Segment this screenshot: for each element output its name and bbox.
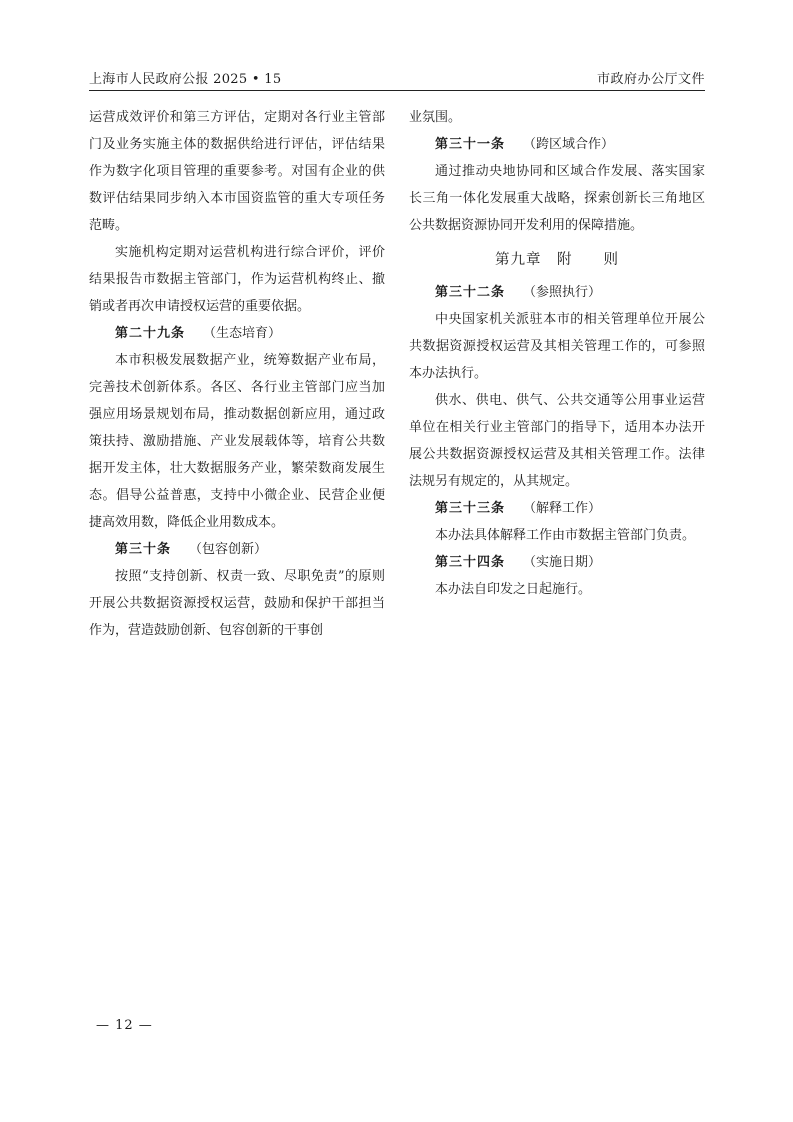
article-topic: （跨区域合作） xyxy=(523,137,615,152)
article-topic: （参照执行） xyxy=(523,285,602,300)
body-paragraph: 运营成效评价和第三方评估，定期对各行业主管部门及业务实施主体的数据供给进行评估，评估结果作为数字化项目管理的重要参考。对国有企业的供数评估结果同步纳入本市国资监管的重大专项任务范畴。 xyxy=(89,110,385,233)
article-heading xyxy=(409,279,705,306)
article-heading xyxy=(89,320,385,347)
body-paragraph: 本办法自印发之日起施行。 xyxy=(435,582,592,597)
article-heading xyxy=(89,536,385,563)
publication-title: 上海市人民政府公报 2025 • 15 xyxy=(89,72,282,87)
article-topic: （生态培育） xyxy=(203,326,282,341)
article-number: 第三十四条 xyxy=(435,555,506,570)
page-number: — 12 — xyxy=(96,1018,153,1033)
article-number: 第二十九条 xyxy=(115,326,186,341)
article-topic: （实施日期） xyxy=(523,555,602,570)
body-paragraph: 本市积极发展数据产业，统筹数据产业布局，完善技术创新体系。各区、各行业主管部门应当加强应用场景规划布局，推动数据创新应用，通过政策扶持、激励措施、产业发展载体等，培育公共数据开发主体，壮大数据服务产业，繁荣数商发展生态。倡导公益普惠，支持中小微企业、民营企业便捷高效用数，降低企业用数成本。 xyxy=(89,353,385,530)
body-paragraph: 本办法具体解释工作由市数据主管部门负责。 xyxy=(435,528,696,543)
chapter-heading: 第九章 附 则 xyxy=(495,252,619,268)
body-paragraph: 供水、供电、供气、公共交通等公用事业运营单位在相关行业主管部门的指导下，适用本办法开展公共数据资源授权运营及其相关管理工作。法律法规另有规定的，从其规定。 xyxy=(409,393,705,489)
right-column xyxy=(409,104,705,603)
article-heading xyxy=(409,549,705,576)
body-paragraph: 通过推动央地协同和区域合作发展、落实国家长三角一体化发展重大战略，探索创新长三角地区公共数据资源协同开发利用的保障措施。 xyxy=(409,164,705,233)
body-paragraph: 中央国家机关派驻本市的相关管理单位开展公共数据资源授权运营及其相关管理工作的，可参照本办法执行。 xyxy=(409,312,705,381)
article-number: 第三十一条 xyxy=(435,137,506,152)
body-paragraph: 实施机构定期对运营机构进行综合评价，评价结果报告市数据主管部门，作为运营机构终止、撤销或者再次申请授权运营的重要依据。 xyxy=(89,245,385,314)
article-heading xyxy=(409,131,705,158)
article-topic: （解释工作） xyxy=(523,501,602,516)
page-header xyxy=(89,66,705,91)
article-topic: （包容创新） xyxy=(189,542,268,557)
body-paragraph: 业氛围。 xyxy=(409,110,462,125)
body-paragraph: 按照“支持创新、权责一致、尽职免责”的原则开展公共数据资源授权运营，鼓励和保护干部担当作为，营造鼓励创新、包容创新的干事创 xyxy=(89,569,385,638)
article-number: 第三十条 xyxy=(115,542,172,557)
section-title: 市政府办公厅文件 xyxy=(596,72,705,87)
left-column xyxy=(89,104,385,644)
article-number: 第三十三条 xyxy=(435,501,506,516)
article-heading xyxy=(409,495,705,522)
article-number: 第三十二条 xyxy=(435,285,506,300)
